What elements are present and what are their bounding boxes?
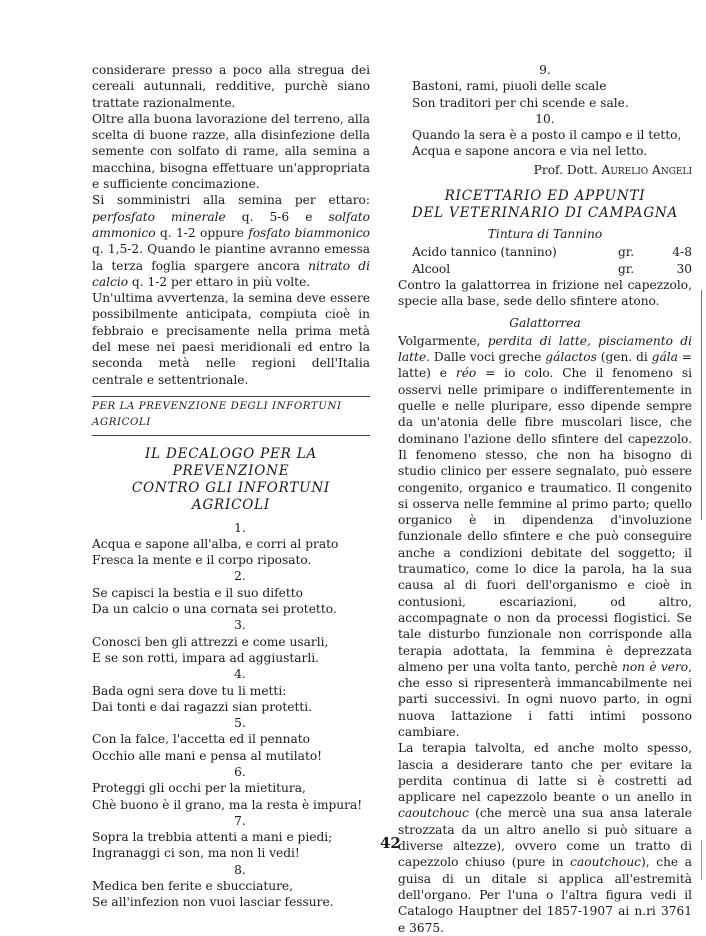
left-column: [92, 62, 370, 911]
verse-line: Occhio alle mani e pensa al mutilato!: [92, 748, 323, 763]
verse-line: Se all'infezion non vuoi lasciar fessure.: [92, 895, 334, 910]
rule-block: [92, 568, 370, 617]
text-run: q. 1-2 per ettaro in più volte.: [128, 274, 311, 289]
page-number: 42: [380, 834, 401, 852]
verse-line: Son traditori per chi scende e sale.: [412, 95, 629, 110]
verse-line: Se capisci la bestia e il suo difetto: [92, 585, 303, 600]
recipe-amount: 30: [676, 261, 692, 276]
italic-term: gálactos: [545, 350, 597, 365]
recipe-quantity: [618, 261, 692, 277]
verse-line: Bastoni, rami, piuoli delle scale: [412, 79, 607, 94]
right-column: [398, 62, 692, 936]
italic-term: non è vero: [621, 659, 689, 674]
ricettario-title: [398, 188, 692, 222]
decalogo-title-line: IL DECALOGO PER LA PREVENZIONE: [144, 445, 318, 479]
rule-number: 4.: [234, 667, 246, 682]
text-run: Si somministri alla semina per ettaro:: [92, 193, 370, 208]
text-run: ), che a guisa di un ditale si applica all'estremità dell'organo. Per l'una o l'altra figura vedi il Catalogo Hauptner del 1857-1907 ai n.ri 3761 e 3675.: [398, 855, 692, 935]
recipe-amount: 4-8: [672, 245, 692, 260]
paragraph-avvertenza: Un'ultima avvertenza, la semina deve essere possibilmente anticipata, compiuta cioè in febbraio e precisamente nella prima metà del mese nei paesi meridionali ed entro la seconda metà nelle regioni dell'Italia centrale e settentrionale.: [92, 291, 370, 387]
scan-edge-line: [701, 840, 702, 880]
section-label: PER LA PREVENZIONE DEGLI INFORTUNI AGRICOLI: [92, 399, 370, 436]
rule-number: 5.: [234, 716, 246, 731]
recipe-ingredient: Alcool: [412, 261, 451, 276]
paragraph-terapia: [398, 740, 692, 936]
verse-line: Chè buono è il grano, ma la resta è impura!: [92, 797, 363, 812]
italic-term: caoutchouc: [398, 806, 469, 821]
rule-block: [92, 617, 370, 666]
verse-line: Da un calcio o una cornata sei protetto.: [92, 602, 337, 617]
recipe-quantity: [618, 244, 692, 260]
signature-name: Aurelio Angeli: [601, 162, 692, 177]
verse-line: Medica ben ferite e sbucciature,: [92, 879, 293, 894]
rule-block: [398, 62, 692, 111]
ricettario-title-line: RICETTARIO ED APPUNTI: [444, 188, 646, 205]
paragraph-intro-1: considerare presso a poco alla stregua dei cereali autunnali, redditive, purchè siano trattate razionalmente.: [92, 63, 370, 110]
recipe-row: [398, 244, 692, 260]
rule-number: 9.: [539, 63, 551, 77]
text-run: La terapia talvolta, ed anche molto spesso, lascia a desiderare tanto che per evitare la perdita continua di latte si è costretti ad applicare nel capezzolo beante o un anello in: [398, 741, 692, 805]
rule-block: [92, 715, 370, 764]
verse-line: Conosci ben gli attrezzi e come usarli,: [92, 634, 329, 649]
recipe-ingredient: Acido tannico (tannino): [412, 245, 557, 260]
italic-term: perfosfato minerale: [92, 209, 226, 224]
verse-line: Bada ogni sera dove tu li metti:: [92, 683, 287, 698]
italic-term: solfato ammonico: [92, 209, 370, 240]
signature: [398, 162, 692, 178]
text-run: = latte) e: [398, 350, 692, 381]
paragraph-intro-2: Oltre alla buona lavorazione del terreno, alla scelta di buone razze, alla disinfezione della semente con solfato di rame, alla semina a macchina, bisogna effettuare un'appropriata e sufficiente concimazione.: [92, 111, 370, 192]
section-divider: [92, 396, 370, 436]
italic-term: perdita di latte, pisciamento di latte: [398, 333, 692, 365]
text-run: . Dalle voci greche: [426, 350, 546, 365]
rule-block: [92, 520, 370, 569]
ricettario-title-line: DEL VETERINARIO DI CAMPAGNA: [411, 205, 679, 222]
text-run: (gen. di: [596, 350, 652, 365]
rule-number: 10.: [535, 111, 555, 126]
italic-term: réo: [455, 366, 477, 381]
text-run: = io colo. Che il fenomeno si osservi nelle primipare o indifferentemente in quelle e nelle pluripare, esso dipende sempre da un'atonia delle fibre muscolari lisce, che dominano l'azione dello sfintere del capezzolo. Il fenomeno stesso, che non ha bisogno di studio clinico per essere segnalato, può essere congenito, organico e traumatico. Il congenito si osserva nelle femmine al primo parto; quello organico è in dipendenza d'involuzione funzionale dello sfintere e che può conseguire anche a condizioni debitate del soggetto; il traumatico, come lo dice la parola, ha la sua causa al di fuori dell'organismo e cioè in contusioni, escariazioni, od altro, accompagnate o non da processi flogistici. Se tale disturbo funzionale non corrisponde alla terapia adottata, la femmina è deprezzata almeno per una volta tanto, perchè: [398, 366, 693, 674]
rule-number: 2.: [234, 569, 246, 584]
recipe-row: [398, 261, 692, 277]
italic-term: gála: [651, 350, 678, 365]
text-run: q. 5-6 e: [225, 209, 329, 224]
italic-term: nitrato di calcio: [92, 258, 370, 289]
rule-number: 3.: [234, 618, 246, 633]
paragraph-galattorrea: [398, 333, 692, 740]
scan-edge-line: [701, 290, 702, 520]
text-run: q. 1,5-2. Quando le piantine avranno emessa la terza foglia spargere ancora: [92, 242, 370, 273]
verse-line: Con la falce, l'accetta ed il pennato: [92, 732, 310, 747]
rule-block: [92, 666, 370, 715]
decalogo-title: [92, 446, 370, 514]
verse-line: Sopra la trebbia attenti a mani e piedi;: [92, 830, 333, 845]
decalogo-title-line: CONTRO GLI INFORTUNI AGRICOLI: [131, 479, 331, 513]
text-run: , che esso si ripresenterà immancabilmente nei parti successivi. In ogni nuovo parto, in ogni nuova lattazione i fatti intimi possono cambiare.: [398, 659, 692, 739]
rule-number: 7.: [234, 813, 246, 828]
verse-line: Acqua e sapone ancora e via nel letto.: [412, 144, 648, 159]
verse-line: Proteggi gli occhi per la mietitura,: [92, 781, 306, 796]
recipe-unit: gr.: [618, 261, 635, 276]
italic-term: fosfato biammonico: [248, 225, 370, 240]
rule-block: [92, 862, 370, 911]
rule-block: [92, 764, 370, 813]
rule-block: [92, 813, 370, 862]
italic-term: caoutchouc: [570, 855, 642, 870]
rule-number: 6.: [234, 764, 246, 779]
verse-line: Ingranaggi ci son, ma non li vedi!: [92, 846, 300, 861]
verse-line: Acqua e sapone all'alba, e corri al prato: [92, 536, 339, 551]
tintura-title: Tintura di Tannino: [487, 227, 603, 242]
signature-prefix: Prof. Dott.: [533, 162, 602, 177]
verse-line: Dai tonti e dai ragazzi sian protetti.: [92, 699, 313, 714]
rule-number: 1.: [234, 520, 246, 535]
recipe-note: Contro la galattorrea in frizione nel capezzolo, specie alla base, sede dello sfintere atono.: [398, 277, 692, 309]
rule-block: [398, 111, 692, 160]
verse-line: Quando la sera è a posto il campo e il tetto,: [412, 128, 682, 143]
verse-line: E se son rotti, impara ad aggiustarli.: [92, 650, 319, 665]
verse-line: Fresca la mente e il corpo riposato.: [92, 553, 312, 568]
rule-number: 8.: [234, 862, 246, 877]
paragraph-semina: [92, 192, 370, 290]
text-run: q. 1-2 oppure: [155, 225, 249, 240]
text-run: Volgarmente,: [398, 333, 488, 348]
text-run: (che mercè una sua ansa laterale strozzata da un altro anello si può situare a diverse altezze), ovvero come un tratto di capezzolo chiuso (pure in: [398, 806, 692, 870]
recipe-unit: gr.: [618, 245, 635, 260]
galattorrea-title: Galattorrea: [509, 315, 581, 330]
